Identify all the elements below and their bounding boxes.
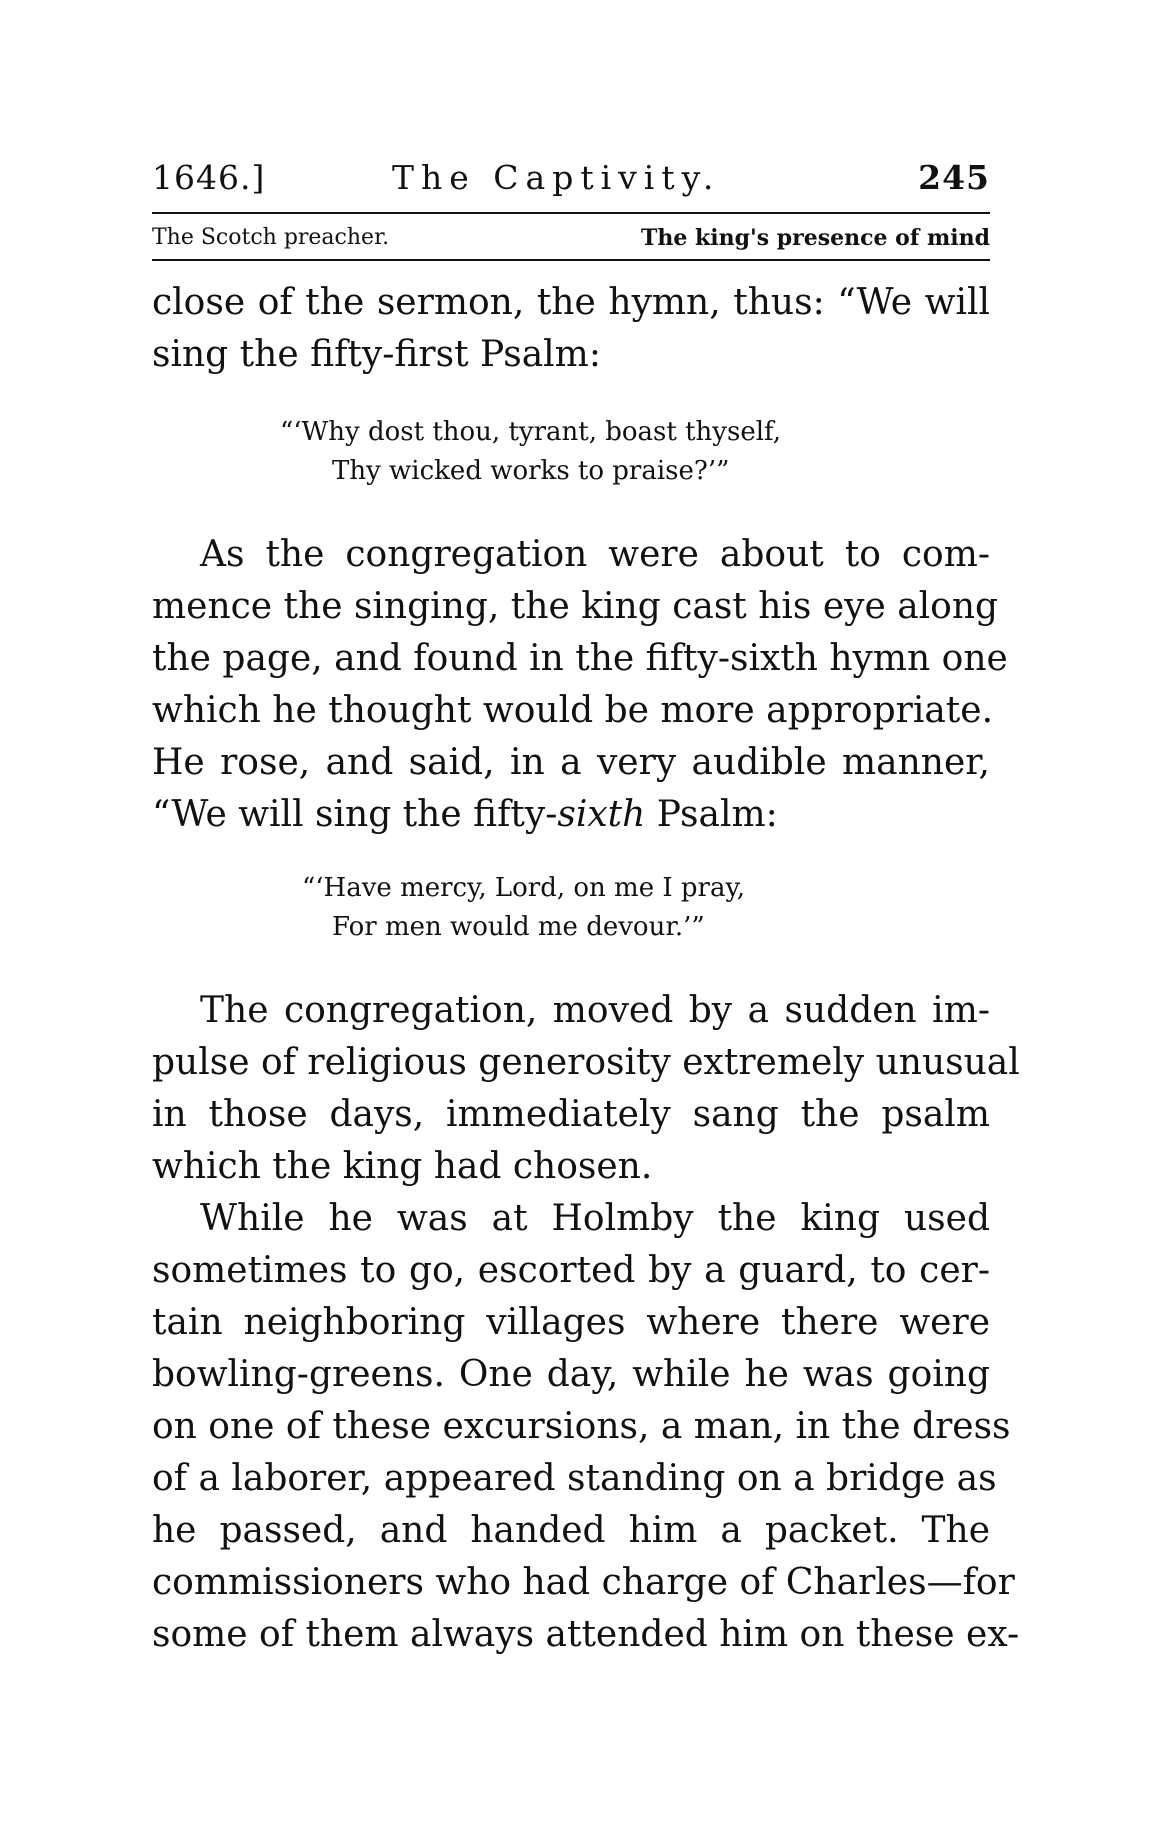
text-run: “We will sing the fifty- (152, 794, 558, 835)
text-line: on one of these excursions, a man, in the dress (152, 1406, 1011, 1447)
text-line: pulse of religious generosity extremely unusual (152, 1042, 1020, 1083)
text-line: some of them always attended him on these ex- (152, 1614, 1020, 1655)
paragraph-4 (152, 1193, 1020, 1661)
text-line: tain neighboring villages where there were (152, 1302, 990, 1343)
header-title: The Captivity. (392, 158, 721, 197)
text-line: The congregation, moved by a sudden im- (200, 990, 990, 1031)
text-line: bowling-greens. One day, while he was going (152, 1354, 990, 1395)
header-rule-top (152, 212, 990, 214)
paragraph-2 (152, 529, 1008, 841)
text-line: commissioners who had charge of Charles—for (152, 1562, 1015, 1603)
topic-right: The king's presence of mind (641, 225, 990, 251)
book-page (152, 150, 1020, 1655)
text-line: mence the singing, the king cast his eye along (152, 586, 999, 627)
running-head (152, 150, 990, 206)
topic-left: The Scotch preacher. (152, 225, 390, 250)
italic-emphasis: sixth (557, 794, 646, 835)
verse-line: “‘Have mercy, Lord, on me I pray, (302, 873, 745, 903)
text-line: sometimes to go, escorted by a guard, to cer- (152, 1250, 990, 1291)
psalm-quote-1 (152, 413, 990, 491)
text-line: close of the sermon, the hymn, thus: “We will (152, 282, 990, 323)
body-text (152, 277, 1020, 1661)
text-line: in those days, immediately sang the psalm (152, 1094, 990, 1135)
paragraph-3 (152, 985, 1020, 1193)
header-rule-bottom (152, 259, 990, 261)
verse-line: “‘Why dost thou, tyrant, boast thyself, (280, 417, 781, 447)
text-line: sing the fifty-first Psalm: (152, 334, 601, 375)
header-year: 1646.] (152, 158, 266, 197)
text-line: As the congregation were about to com- (200, 534, 990, 575)
text-line (152, 789, 990, 841)
text-line: He rose, and said, in a very audible manner, (152, 742, 990, 783)
paragraph-1 (152, 277, 990, 381)
text-line: the page, and found in the fifty-sixth hymn one (152, 638, 1008, 679)
text-line: which he thought would be more appropriate. (152, 690, 994, 731)
verse-line: Thy wicked works to praise?’” (332, 456, 730, 486)
text-line: which the king had chosen. (152, 1146, 653, 1187)
text-line: While he was at Holmby the king used (200, 1198, 990, 1239)
psalm-quote-2 (152, 869, 990, 947)
page-number: 245 (918, 158, 990, 197)
text-line: he passed, and handed him a packet. The (152, 1510, 990, 1551)
text-run: Psalm: (645, 794, 778, 835)
verse-line: For men would me devour.’” (332, 912, 705, 942)
text-line: of a laborer, appeared standing on a bridge as (152, 1458, 997, 1499)
marginal-topics (152, 223, 990, 253)
